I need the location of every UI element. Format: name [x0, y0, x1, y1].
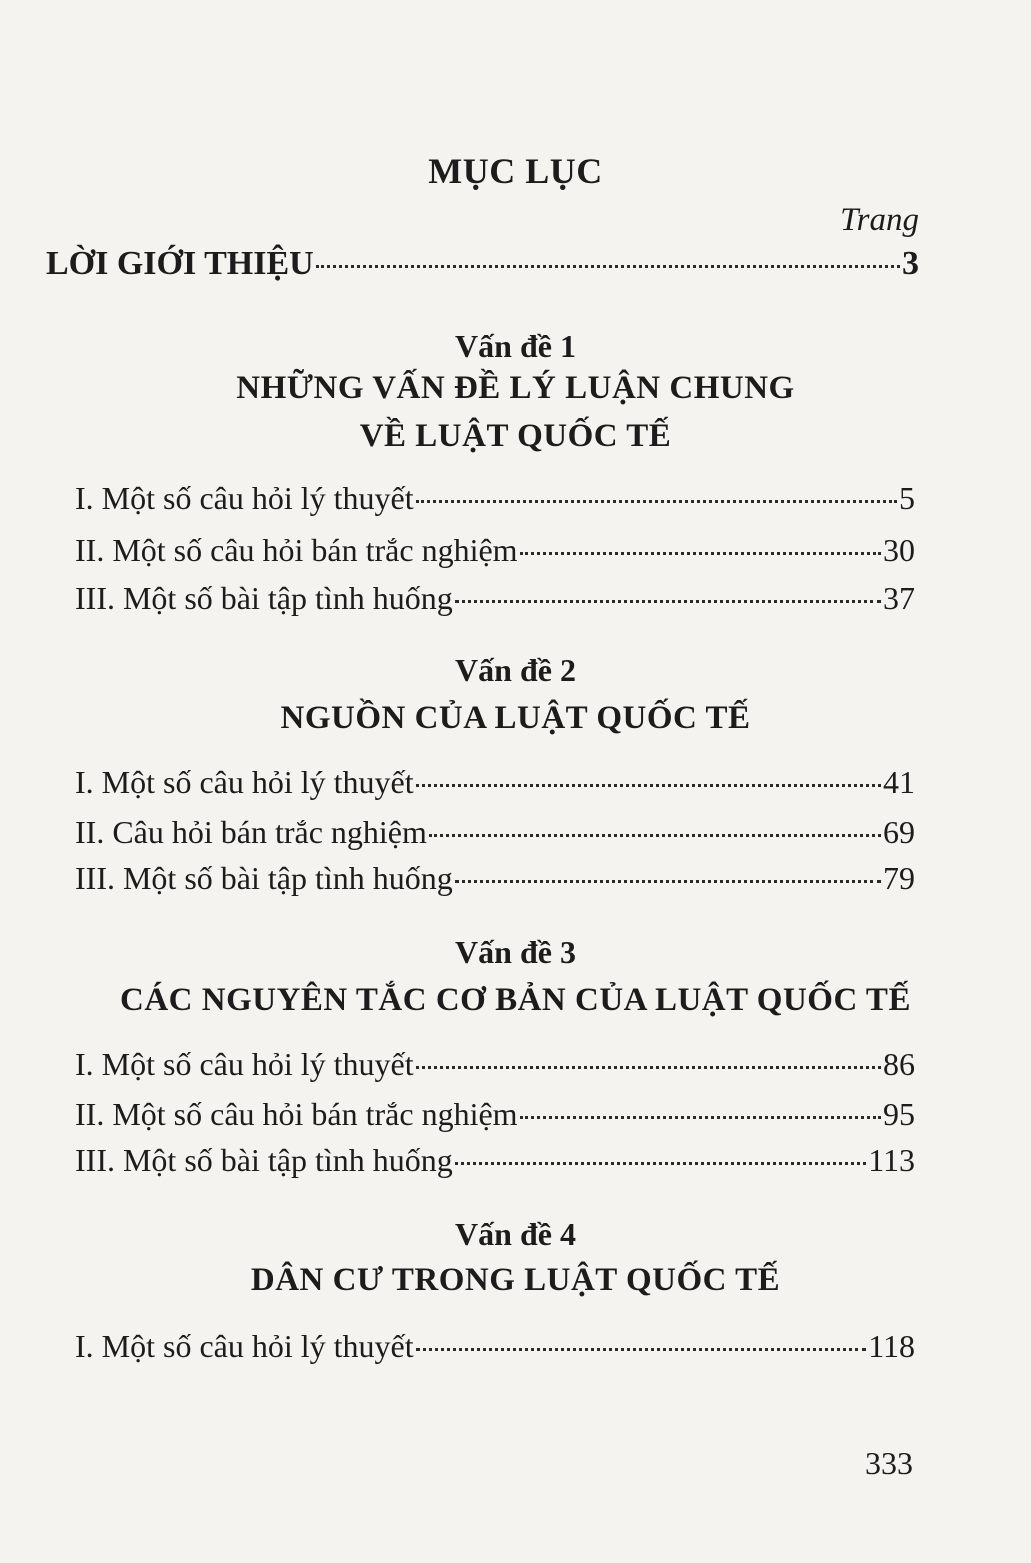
toc-entry — [75, 580, 915, 617]
page-number: 333 — [865, 1445, 913, 1481]
toc-entry — [75, 480, 915, 517]
section-1-title-line-1: NHỮNG VẤN ĐỀ LÝ LUẬN CHUNG — [236, 370, 795, 406]
toc-entry — [75, 764, 915, 801]
toc-entry-page: 37 — [883, 580, 915, 616]
toc-entry — [75, 1328, 915, 1365]
leader-dots — [520, 1115, 881, 1119]
toc-intro-label: LỜI GIỚI THIỆU — [46, 245, 314, 282]
section-3-number: Vấn đề 3 — [455, 934, 576, 970]
toc-title: MỤC LỤC — [428, 151, 603, 191]
toc-entry — [75, 1096, 915, 1133]
toc-entry-label: II. Một số câu hỏi bán trắc nghiệm — [75, 1096, 518, 1132]
toc-entry — [75, 814, 915, 851]
page-column-label: Trang — [840, 202, 919, 238]
leader-dots — [416, 1065, 881, 1069]
toc-entry — [75, 860, 915, 897]
toc-entry-label: III. Một số bài tập tình huống — [75, 860, 453, 896]
toc-entry-page: 5 — [899, 480, 915, 516]
leader-dots — [416, 1347, 867, 1351]
toc-entry-page: 118 — [868, 1328, 915, 1364]
toc-entry-page: 95 — [883, 1096, 915, 1132]
toc-entry-page: 41 — [883, 764, 915, 800]
toc-entry-page: 30 — [883, 532, 915, 568]
toc-entry-page: 113 — [868, 1142, 915, 1178]
section-2-number: Vấn đề 2 — [455, 652, 576, 688]
toc-intro-row — [46, 245, 919, 283]
section-1-number: Vấn đề 1 — [455, 328, 576, 364]
toc-entry-label: I. Một số câu hỏi lý thuyết — [75, 764, 414, 800]
toc-entry-page: 86 — [883, 1046, 915, 1082]
section-4-title-line-1: DÂN CƯ TRONG LUẬT QUỐC TẾ — [250, 1262, 781, 1298]
leader-dots — [455, 1161, 866, 1165]
section-3-title-line-1: CÁC NGUYÊN TẮC CƠ BẢN CỦA LUẬT QUỐC TẾ — [120, 982, 911, 1018]
toc-entry-label: II. Một số câu hỏi bán trắc nghiệm — [75, 532, 518, 568]
section-4-number: Vấn đề 4 — [455, 1216, 576, 1252]
toc-entry-page: 79 — [883, 860, 915, 896]
section-1-title-line-2: VỀ LUẬT QUỐC TẾ — [359, 418, 672, 454]
toc-entry-label: I. Một số câu hỏi lý thuyết — [75, 1328, 414, 1364]
leader-dots — [455, 599, 881, 603]
leader-dots — [316, 264, 900, 268]
toc-entry — [75, 1142, 915, 1179]
toc-entry-label: III. Một số bài tập tình huống — [75, 1142, 453, 1178]
toc-entry-label: III. Một số bài tập tình huống — [75, 580, 453, 616]
leader-dots — [429, 833, 881, 837]
leader-dots — [416, 499, 897, 503]
toc-entry-page: 69 — [883, 814, 915, 850]
toc-entry-label: II. Câu hỏi bán trắc nghiệm — [75, 814, 427, 850]
toc-intro-page: 3 — [902, 245, 919, 282]
toc-entry-label: I. Một số câu hỏi lý thuyết — [75, 1046, 414, 1082]
section-2-title-line-1: NGUỒN CỦA LUẬT QUỐC TẾ — [280, 700, 751, 736]
toc-entry — [75, 1046, 915, 1083]
toc-entry — [75, 532, 915, 569]
leader-dots — [416, 783, 881, 787]
leader-dots — [455, 879, 881, 883]
leader-dots — [520, 551, 881, 555]
toc-entry-label: I. Một số câu hỏi lý thuyết — [75, 480, 414, 516]
